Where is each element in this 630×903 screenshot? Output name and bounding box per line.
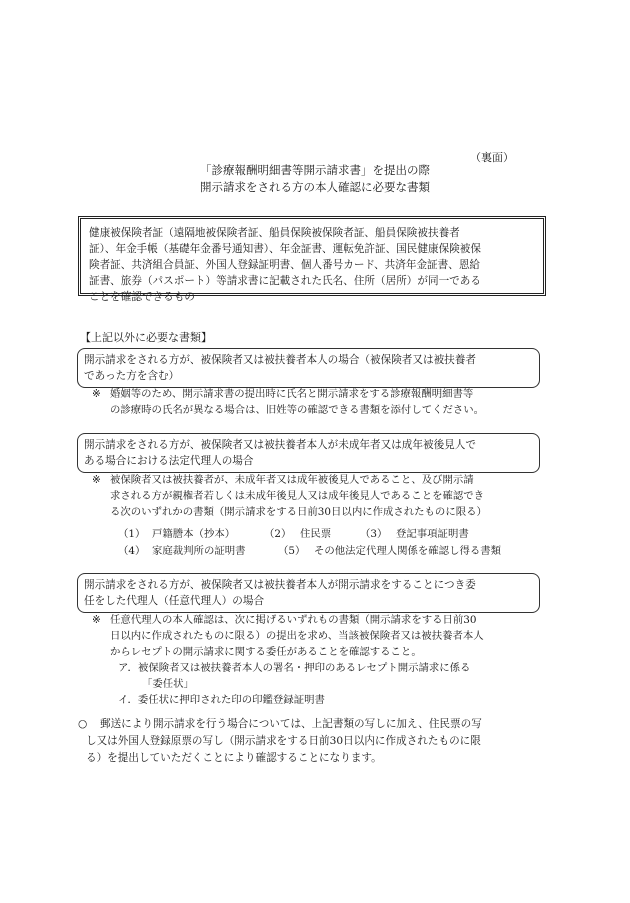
- case1-note-line: 婚姻等のため、開示請求書の提出時に氏名と開示請求をする診療報酬明細書等: [110, 388, 474, 400]
- case1-note-line: の診療時の氏名が異なる場合は、旧姓等の確認できる書類を添付してください。: [110, 404, 485, 416]
- item-number: （1）: [118, 528, 146, 540]
- case3-box-line: 開示請求をされる方が、被保険者又は被扶養者本人が開示請求をすることにつき委: [84, 579, 476, 591]
- id-docs-line: 険者証、共済組合員証、外国人登録証明書、個人番号カード、共済年金証書、恩給: [89, 259, 481, 271]
- sub-item-b: イ．委任状に押印された印の印鑑登録証明書: [118, 694, 325, 706]
- mail-note-line: る）を提出していただくことにより確認することになります。: [86, 752, 382, 764]
- case3-note-line: 任意代理人の本人確認は、次に掲げるいずれもの書類（開示請求をする日前30: [110, 614, 477, 626]
- case2-items-row2: [118, 543, 501, 560]
- identity-documents-box: [78, 216, 546, 303]
- case2-box-line: ある場合における法定代理人の場合: [84, 455, 254, 467]
- note-mark: ※: [92, 614, 101, 626]
- item-label: 家庭裁判所の証明書: [152, 545, 246, 557]
- id-docs-line: 証書、旅券（パスポート）等請求書に記載された氏名、住所（居所）が同一である: [89, 275, 481, 287]
- item-label: 住民票: [300, 528, 332, 540]
- id-docs-line: 証）、年金手帳（基礎年金番号通知書）、年金証書、運転免許証、国民健康保険被保: [89, 243, 481, 255]
- item-number: （5）: [278, 545, 306, 557]
- item-number: （3）: [360, 528, 388, 540]
- sub-item-a-line: 「委任状」: [142, 678, 194, 690]
- mail-note-line: 郵送により開示請求を行う場合については、上記書類の写しに加え、住民票の写: [100, 718, 482, 730]
- case2-note: [92, 472, 552, 520]
- case3-note: [92, 612, 552, 660]
- id-docs-line: 健康被保険者証（遠隔地被保険者証、船員保険被保険者証、船員保険被扶養者: [89, 227, 460, 239]
- case2-note-line: る次のいずれかの書類（開示請求をする日前30日以内に作成されたものに限る）: [110, 506, 487, 518]
- page-title: 「診療報酬明細書等開示請求書」を提出の際: [200, 163, 430, 177]
- section-heading: 【上記以外に必要な書類】: [80, 331, 212, 344]
- case3-sub-items: [118, 660, 548, 708]
- item-number: （2）: [264, 528, 292, 540]
- case2-box-line: 開示請求をされる方が、被保険者又は被扶養者本人が未成年者又は成年被後見人で: [84, 439, 476, 451]
- item-label: 登記事項証明書: [396, 528, 469, 540]
- case3-box-line: 任をした代理人（任意代理人）の場合: [84, 595, 265, 607]
- id-docs-line: ことを確認できるもの: [89, 291, 195, 303]
- case3-note-line: 日以内に作成されたものに限る）の提出を求め、当該被保険者又は被扶養者本人: [110, 630, 484, 642]
- note-mark: ※: [92, 474, 101, 486]
- case2-note-line: 被保険者又は被扶養者が、未成年者又は成年被後見人であること、及び開示請: [110, 474, 474, 486]
- page-label: （裏面）: [470, 151, 514, 164]
- sub-item-a-line: ア．被保険者又は被扶養者本人の署名・押印のあるレセプト開示請求に係る: [118, 662, 471, 674]
- case2-box: [77, 433, 540, 473]
- case1-box: [77, 348, 540, 388]
- item-number: （4）: [118, 545, 146, 557]
- note-mark: ※: [92, 388, 101, 400]
- mail-request-note: [78, 716, 558, 767]
- bullet-mark: ○: [78, 718, 88, 730]
- mail-note-line: し又は外国人登録原票の写し（開示請求をする日前30日以内に作成されたものに限: [86, 735, 481, 747]
- case1-box-line: 開示請求をされる方が、被保険者又は被扶養者本人の場合（被保険者又は被扶養者: [84, 354, 476, 366]
- case2-items-row1: [118, 526, 469, 543]
- case3-note-line: からレセプトの開示請求に関する委任があることを確認すること。: [110, 646, 422, 658]
- page-subtitle: 開示請求をされる方の本人確認に必要な書類: [200, 180, 430, 194]
- case1-box-line: であった方を含む）: [84, 370, 180, 382]
- case1-note: [92, 386, 552, 418]
- item-label: その他法定代理人関係を確認し得る書類: [314, 545, 502, 557]
- item-label: 戸籍謄本（抄本）: [152, 528, 236, 540]
- case2-note-line: 求される方が親権者若しくは未成年後見人又は成年後見人であることを確認でき: [110, 490, 485, 502]
- case3-box: [77, 573, 540, 613]
